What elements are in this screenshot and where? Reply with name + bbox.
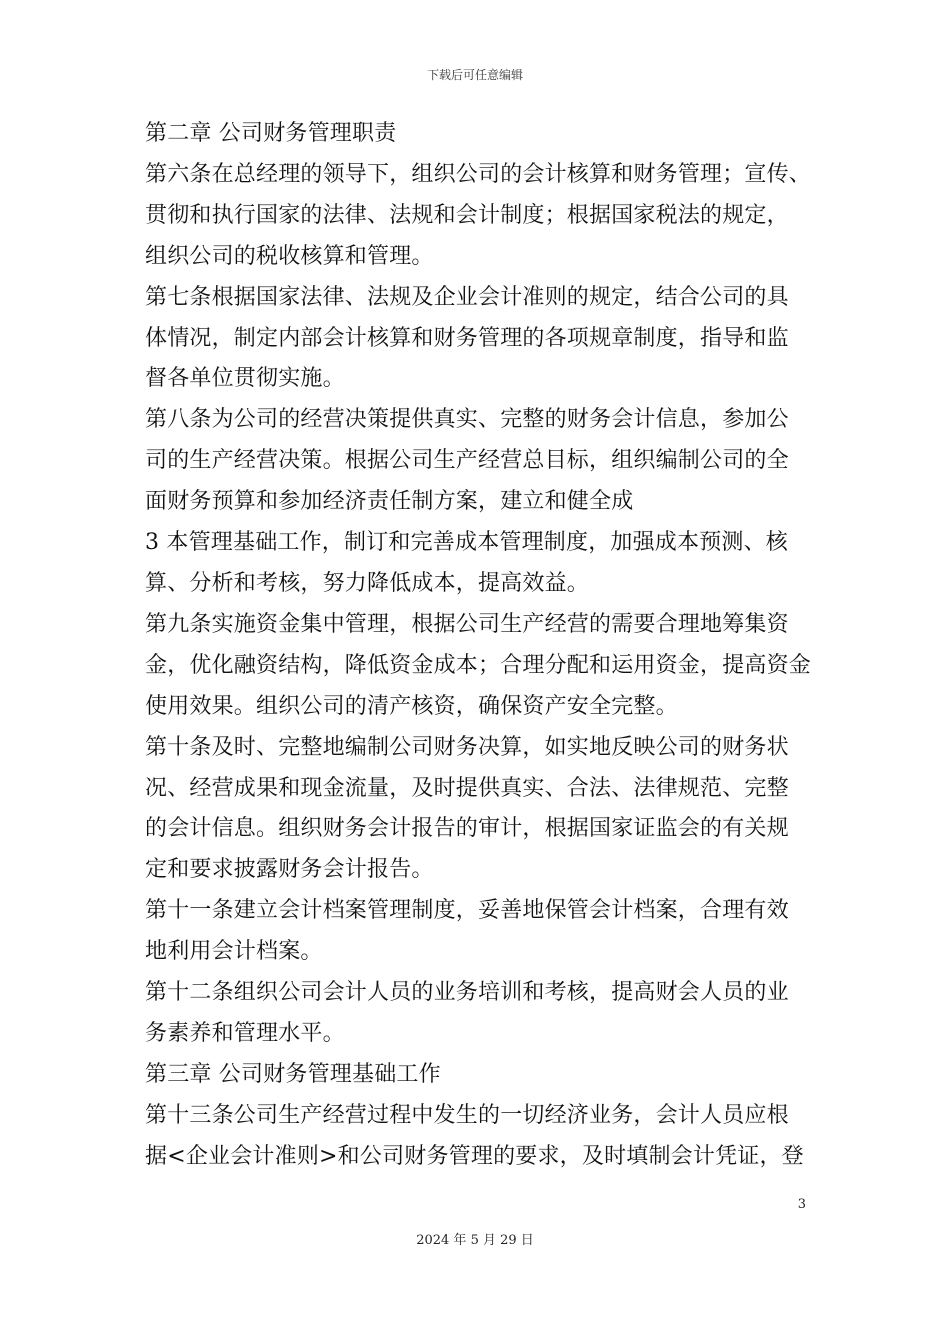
- text-line: 组织公司的税收核算和管理。: [145, 243, 434, 269]
- text-line: 金，优化融资结构，降低资金成本；合理分配和运用资金，提高资金: [145, 652, 812, 678]
- page-number: 3: [797, 1197, 806, 1212]
- text-line: 贯彻和执行国家的法律、法规和会计制度；根据国家税法的规定，: [145, 202, 789, 228]
- header-note: 下载后可任意编辑: [426, 68, 523, 82]
- text-line: 司的生产经营决策。根据公司生产经营总目标，组织编制公司的全: [145, 448, 789, 474]
- text-line: 地利用会计档案。: [145, 939, 323, 965]
- text-line: 3 本管理基础工作，制订和完善成本管理制度，加强成本预测、核: [145, 530, 788, 556]
- text-line: 体情况，制定内部会计核算和财务管理的各项规章制度，指导和监: [145, 325, 789, 351]
- text-line: 的会计信息。组织财务会计报告的审计，根据国家证监会的有关规: [145, 816, 789, 842]
- text-line: 督各单位贯彻实施。: [145, 366, 345, 392]
- text-line: 据<企业会计准则>和公司财务管理的要求，及时填制会计凭证，登: [145, 1143, 804, 1169]
- text-line: 算、分析和考核，努力降低成本，提高效益。: [145, 570, 590, 596]
- text-line: 第十二条组织公司会计人员的业务培训和考核，提高财会人员的业: [145, 980, 789, 1006]
- text-line: 第十一条建立会计档案管理制度，妥善地保管会计档案，合理有效: [145, 898, 789, 924]
- text-line: 使用效果。组织公司的清产核资，确保资产安全完整。: [145, 693, 678, 719]
- text-line: 第八条为公司的经营决策提供真实、完整的财务会计信息，参加公: [145, 407, 789, 433]
- text-line: 第六条在总经理的领导下，组织公司的会计核算和财务管理；宣传、: [145, 161, 812, 187]
- chapter-heading: 第三章 公司财务管理基础工作: [145, 1061, 441, 1087]
- text-line: 面财务预算和参加经济责任制方案，建立和健全成: [145, 489, 634, 515]
- text-line: 第九条实施资金集中管理，根据公司生产经营的需要合理地筹集资: [145, 611, 789, 637]
- text-line: 务素养和管理水平。: [145, 1020, 345, 1046]
- text-line: 第十条及时、完整地编制公司财务决算，如实地反映公司的财务状: [145, 734, 789, 760]
- document-body: [145, 114, 835, 1178]
- text-line: 定和要求披露财务会计报告。: [145, 857, 434, 883]
- chapter-heading: 第二章 公司财务管理职责: [145, 121, 397, 146]
- text-line: 第七条根据国家法律、法规及企业会计准则的规定，结合公司的具: [145, 284, 789, 310]
- footer-date: 2024 年 5 月 29 日: [416, 1233, 534, 1248]
- text-line: 第十三条公司生产经营过程中发生的一切经济业务，会计人员应根: [145, 1102, 789, 1128]
- text-line: 况、经营成果和现金流量，及时提供真实、合法、法律规范、完整: [145, 775, 789, 801]
